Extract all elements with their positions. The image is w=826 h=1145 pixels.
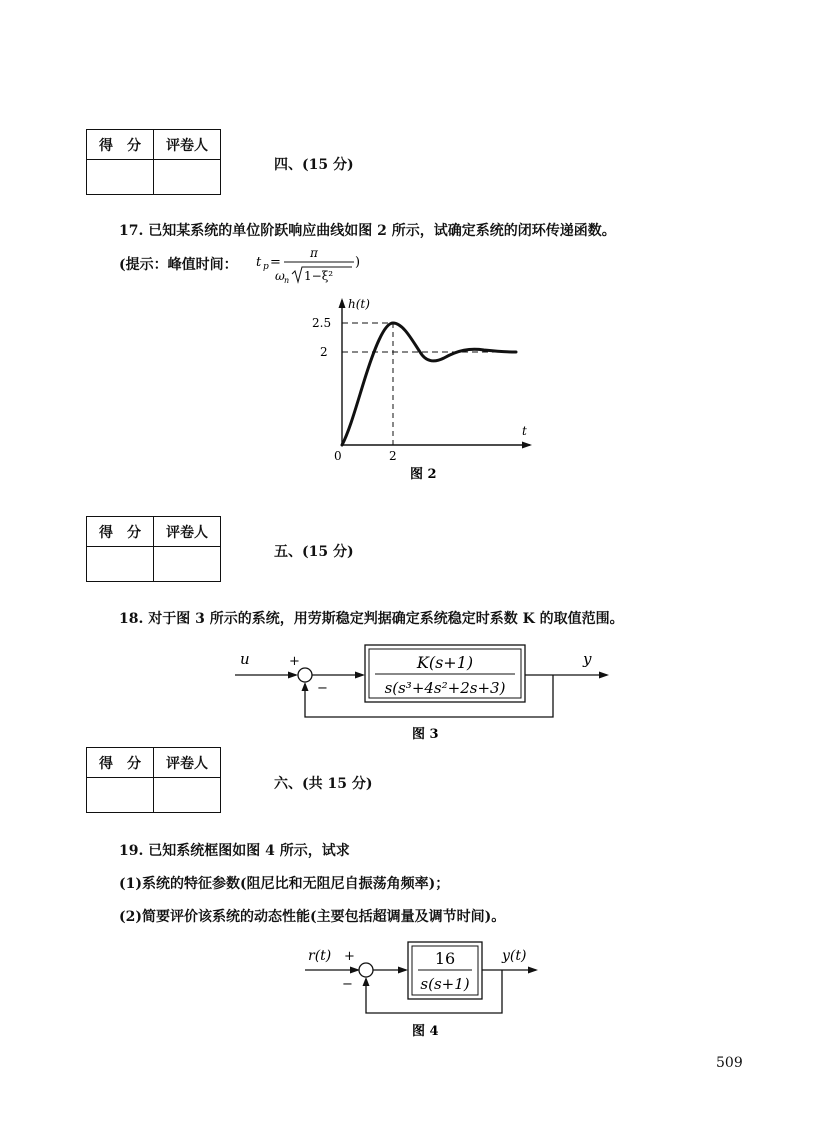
q19-item-2: (2)简要评价该系统的动态性能(主要包括超调量及调节时间)。 (119, 909, 506, 925)
tick-x-0: 0 (334, 449, 342, 463)
score-table-section5 (86, 516, 221, 582)
section6-heading: 六、(共 15 分) (274, 776, 373, 792)
fig3-forward-arrow (355, 672, 365, 679)
y-axis-arrow (339, 298, 346, 308)
score-label: 得 分 (87, 130, 154, 160)
tick-y-2-5: 2.5 (312, 316, 332, 330)
fig3-input-arrow (288, 672, 298, 679)
figure-4-block-diagram (300, 938, 560, 1043)
section5-heading: 五、(15 分) (274, 544, 354, 560)
fig3-output-arrow (599, 672, 609, 679)
hint-prefix: (提示：峰值时间： (119, 257, 238, 273)
fig3-input-label: u (240, 650, 250, 668)
score-label: 得 分 (87, 517, 154, 547)
x-axis-label: t (522, 424, 527, 438)
fig3-minus: − (317, 681, 328, 696)
fig3-output-label: y (583, 650, 592, 668)
reviewer-cell[interactable] (154, 547, 221, 582)
q17-text: 17. 已知某系统的单位阶跃响应曲线如图 2 所示，试确定系统的闭环传递函数。 (119, 223, 616, 239)
q19-item-1: (1)系统的特征参数(阻尼比和无阻尼自振荡角频率)； (119, 876, 450, 892)
fig4-numerator: 16 (434, 949, 456, 968)
formula-lhs-sub: p (263, 262, 269, 272)
formula-suffix: ) (355, 255, 361, 270)
figure-4-caption: 图 4 (412, 1024, 439, 1039)
fig3-denominator: s(s³+4s²+2s+3) (384, 679, 506, 697)
figure-2-step-response (300, 290, 550, 485)
score-table-section6 (86, 747, 221, 813)
reviewer-label: 评卷人 (154, 130, 221, 160)
fig4-output-label: y(t) (502, 948, 527, 964)
step-response-curve (342, 323, 516, 445)
formula-den-sub: n (284, 276, 290, 285)
score-cell[interactable] (87, 547, 154, 582)
section4-heading: 四、(15 分) (274, 157, 354, 173)
q19-text: 19. 已知系统框图如图 4 所示，试求 (119, 843, 350, 859)
fig4-feedback-arrow (363, 977, 370, 986)
fig3-summing-junction (298, 668, 312, 682)
tick-x-2: 2 (389, 449, 397, 463)
q18-text: 18. 对于图 3 所示的系统，用劳斯稳定判据确定系统稳定时系数 K 的取值范围。 (119, 611, 624, 627)
fig4-forward-arrow (398, 967, 408, 974)
page-number: 509 (716, 1055, 743, 1071)
reviewer-label: 评卷人 (154, 748, 221, 778)
reviewer-cell[interactable] (154, 778, 221, 813)
figure-3-block-diagram (225, 640, 625, 745)
fig4-output-arrow (528, 967, 538, 974)
figure-2-caption: 图 2 (410, 467, 437, 482)
figure-3-caption: 图 3 (412, 727, 439, 742)
fig4-plus: + (344, 949, 355, 964)
fig4-denominator: s(s+1) (420, 975, 470, 993)
score-table-section4 (86, 129, 221, 195)
formula-num: π (310, 246, 318, 260)
score-label: 得 分 (87, 748, 154, 778)
formula-lhs: t (256, 255, 262, 270)
tick-y-2: 2 (320, 345, 328, 359)
formula-den-sqrt: 1−ξ² (304, 269, 334, 283)
q17-hint (119, 254, 238, 274)
x-axis-arrow (522, 442, 532, 449)
formula-eq: = (270, 255, 281, 270)
reviewer-label: 评卷人 (154, 517, 221, 547)
reviewer-cell[interactable] (154, 160, 221, 195)
fig3-plus: + (289, 654, 300, 669)
fig4-input-label: r(t) (308, 948, 332, 964)
score-cell[interactable] (87, 778, 154, 813)
fig4-minus: − (342, 977, 353, 992)
y-axis-label: h(t) (348, 297, 370, 311)
fig4-summing-junction (359, 963, 373, 977)
fig3-numerator: K(s+1) (416, 653, 474, 672)
formula-den-w: ω (275, 269, 285, 283)
peak-time-formula (254, 244, 374, 286)
score-cell[interactable] (87, 160, 154, 195)
fig3-feedback-arrow (302, 682, 309, 691)
